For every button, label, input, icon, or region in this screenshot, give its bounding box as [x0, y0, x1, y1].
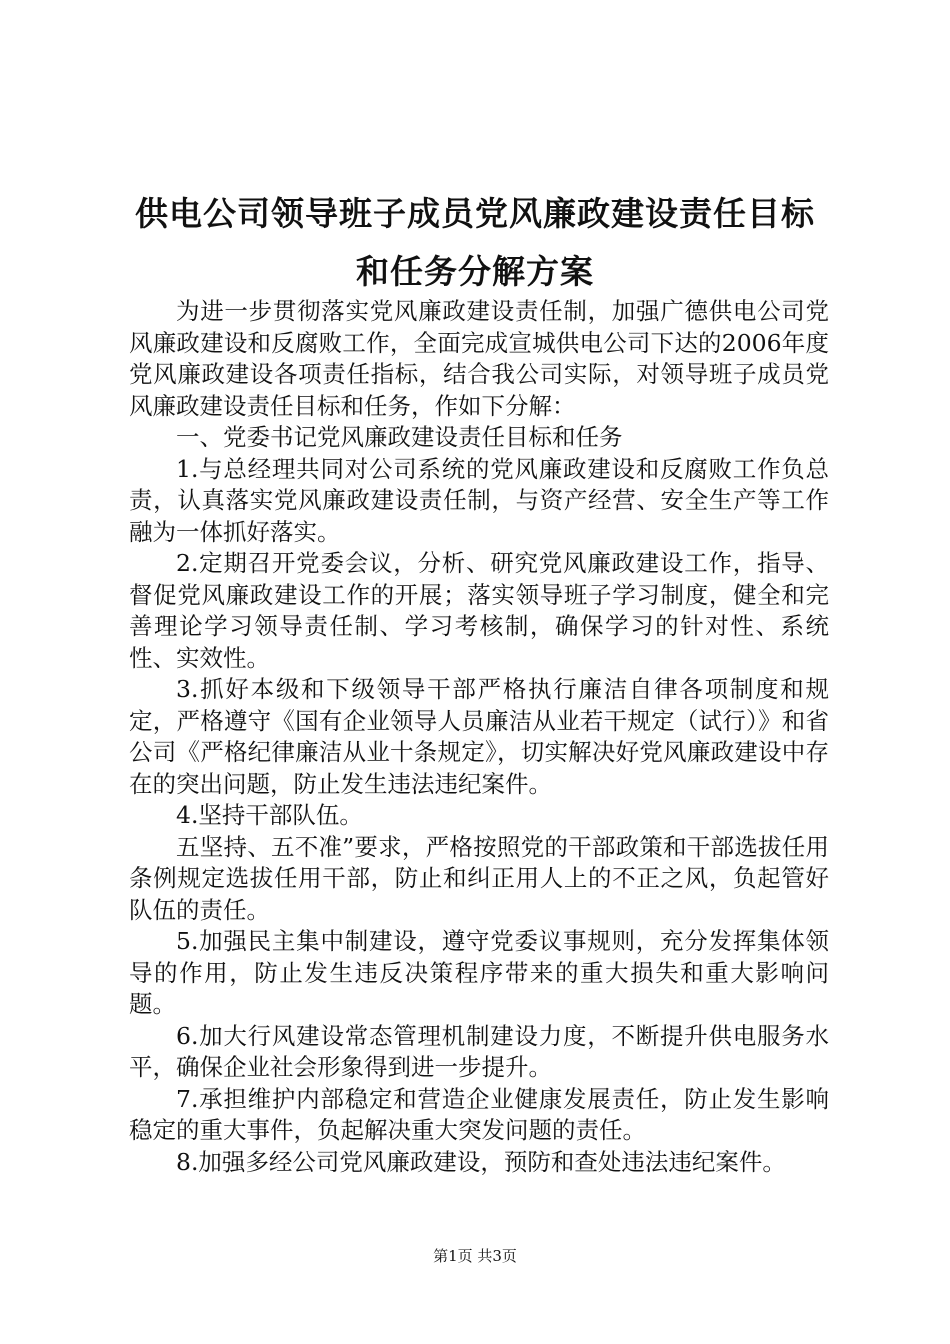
paragraph-section-heading: 一、党委书记党风廉政建设责任目标和任务 [176, 423, 623, 451]
paragraph-item-4: 4.坚持干部队伍。 [176, 801, 363, 829]
paragraph-item-1: 1.与总经理共同对公司系统的党风廉政建设和反腐败工作负总责，认真落实党风廉政建设责任制，与资产经营、安全生产等工作融为一体抓好落实。 [129, 454, 829, 546]
paragraph-item-8: 8.加强多经公司党风廉政建设，预防和查处违法违纪案件。 [176, 1147, 786, 1176]
document-body [129, 296, 829, 1178]
document-title-line1: 供电公司领导班子成员党风廉政建设责任目标 [135, 194, 815, 233]
paragraph-item-6: 6.加大行风建设常态管理机制建设力度，不断提升供电服务水平，确保企业社会形象得到进一步提升。 [129, 1021, 829, 1081]
paragraph-item-5: 5.加强民主集中制建设，遵守党委议事规则，充分发挥集体领导的作用，防止发生违反决策程序带来的重大损失和重大影响问题。 [129, 927, 829, 1018]
paragraph-item-3: 3.抓好本级和下级领导干部严格执行廉洁自律各项制度和规定，严格遵守《国有企业领导人员廉洁从业若干规定（试行）》和省公司《严格纪律廉洁从业十条规定》，切实解决好党风廉政建设中存在的突出问题，防止发生违法违纪案件。 [129, 675, 829, 798]
paragraph-item-4-continued: 五坚持、五不准”要求，严格按照党的干部政策和干部选拔任用条例规定选拔任用干部，防止和纠正用人上的不正之风，负起管好队伍的责任。 [129, 832, 829, 924]
paragraph-item-7: 7.承担维护内部稳定和营造企业健康发展责任，防止发生影响稳定的重大事件，负起解决重大突发问题的责任。 [129, 1084, 829, 1144]
paragraph-intro: 为进一步贯彻落实党风廉政建设责任制，加强广德供电公司党风廉政建设和反腐败工作，全面完成宣城供电公司下达的2006年度党风廉政建设各项责任指标，结合我公司实际，对领导班子成员党风廉政建设责任目标和任务，作如下分解： [129, 297, 829, 420]
page-footer: 第1页 共3页 [433, 1247, 517, 1265]
paragraph-item-2: 2.定期召开党委会议，分析、研究党风廉政建设工作，指导、督促党风廉政建设工作的开展；落实领导班子学习制度，健全和完善理论学习领导责任制、学习考核制，确保学习的针对性、系统性、实效性。 [129, 549, 829, 672]
document-title-line2: 和任务分解方案 [356, 252, 594, 291]
